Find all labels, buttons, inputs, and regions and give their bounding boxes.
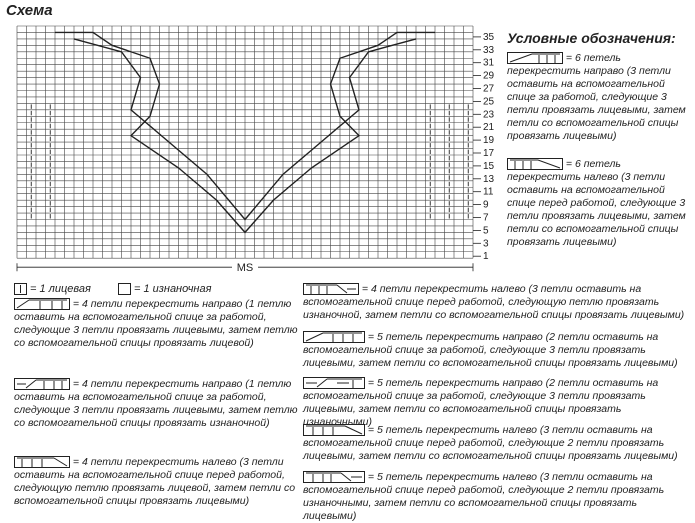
legend-entry-5-left-purl <box>303 471 693 523</box>
cable-4-right-icon <box>14 298 70 310</box>
legend-text: = 4 петли перекрестить налево (3 петли оставить на вспомогательной спице перед работой, следующую петлю провязать изнаночной, затем петли со вспомогательной спицы провязать лицевыми) <box>303 283 685 321</box>
row-number: 23 <box>483 109 495 121</box>
row-number: 11 <box>483 186 494 198</box>
purl-stitch-icon <box>118 283 131 295</box>
legend-entry-4-right-knit <box>14 298 299 350</box>
legend-entry-5-right-purl <box>303 377 693 429</box>
row-number: 21 <box>483 122 495 134</box>
legend-entry-6-right <box>507 52 689 143</box>
row-number: 13 <box>483 173 495 185</box>
row-number: 3 <box>483 238 489 250</box>
legend-text: = 5 петель перекрестить налево (3 петли оставить на вспомогательной спице перед работой, следующие 2 петли провязать изнаночными, затем петли со вспомогательной спицы провязать лицевыми) <box>303 471 665 522</box>
row-number: 25 <box>483 96 495 108</box>
legend-text: = 4 петли перекрестить налево (3 петли оставить на вспомогательной спице перед работой, следующую петлю провязать лицевой, затем петли со вспомогательной спицы провязать лицевыми) <box>14 456 296 507</box>
legend-entry-4-left-purl <box>303 283 693 322</box>
cable-5-left-purl-icon <box>303 471 365 483</box>
row-number: 19 <box>483 135 495 147</box>
legend-entry-4-right-purl <box>14 378 299 430</box>
cable-5-left-icon <box>303 424 365 436</box>
cable-4-right-purl-icon <box>14 378 70 390</box>
legend-text: = 4 петли перекрестить направо (1 петлю оставить на вспомогательной спице за работой, следующие 3 петли провязать лицевыми, затем петлю со вспомогательной спицы провязать лицевой) <box>14 298 298 349</box>
legend-knit: = 1 лицевая <box>14 283 91 296</box>
row-number: 5 <box>483 225 489 237</box>
cable-5-right-icon <box>303 331 365 343</box>
row-number: 1 <box>483 251 489 263</box>
cable-6-right-icon <box>507 52 563 64</box>
row-number: 17 <box>483 148 495 159</box>
cable-6-left-icon <box>507 158 563 170</box>
cable-5-right-purl-icon <box>303 377 365 389</box>
page-title: Схема <box>6 2 53 19</box>
legend-text: = 5 петель перекрестить налево (3 петли оставить на вспомогательной спице перед работой, следующие 2 петли провязать лицевыми, затем петли со вспомогательной спицы провязать лицевыми) <box>303 424 678 462</box>
row-number: 7 <box>483 212 489 224</box>
legend-text: = 4 петли перекрестить направо (1 петлю оставить на вспомогательной спице за работой, следующие 3 петли провязать лицевыми, затем петлю со вспомогательной спицы провязать изнаночной) <box>14 378 298 429</box>
legend-text: = 6 петель перекрестить направо (3 петли оставить на вспомогательной спице за работой, следующие 3 петли провязать лицевыми, затем петли со вспомогательной спицы провязать лицевыми) <box>507 52 686 142</box>
legend-entry-5-right-knit <box>303 331 693 370</box>
row-number: 9 <box>483 199 489 211</box>
row-number: 31 <box>483 57 495 69</box>
legend-entry-4-left-knit <box>14 456 299 508</box>
row-number: 35 <box>483 31 495 43</box>
row-number: 29 <box>483 70 495 82</box>
knit-stitch-icon <box>14 283 27 295</box>
legend-text: = 6 петель перекрестить налево (3 петли оставить на вспомогательной спице перед работой, следующие 3 петли провязать лицевыми, затем петли со вспомогательной спицы провязать лицевыми) <box>507 158 686 248</box>
row-number: 27 <box>483 83 495 95</box>
legend-text: = 5 петель перекрестить направо (2 петли оставить на вспомогательной спице за работой, следующие 3 петли провязать лицевыми, затем петли со вспомогательной спицы провязать лицевыми) <box>303 331 678 369</box>
legend-heading: Условные обозначения: <box>507 30 676 46</box>
row-number: 15 <box>483 160 495 172</box>
legend-purl: = 1 изнаночная <box>118 283 211 296</box>
cable-4-left-purl-icon <box>303 283 359 295</box>
legend-text: = 5 петель перекрестить направо (2 петли оставить на вспомогательной спице за работой, следующие 3 петли провязать лицевыми, затем петли со вспомогательной спицы провязать изнаночными) <box>303 377 659 428</box>
repeat-label: MS <box>236 262 254 275</box>
legend-entry-5-left-knit <box>303 424 693 463</box>
legend-entry-6-left <box>507 158 689 249</box>
row-number: 33 <box>483 44 495 56</box>
cable-4-left-icon <box>14 456 70 468</box>
